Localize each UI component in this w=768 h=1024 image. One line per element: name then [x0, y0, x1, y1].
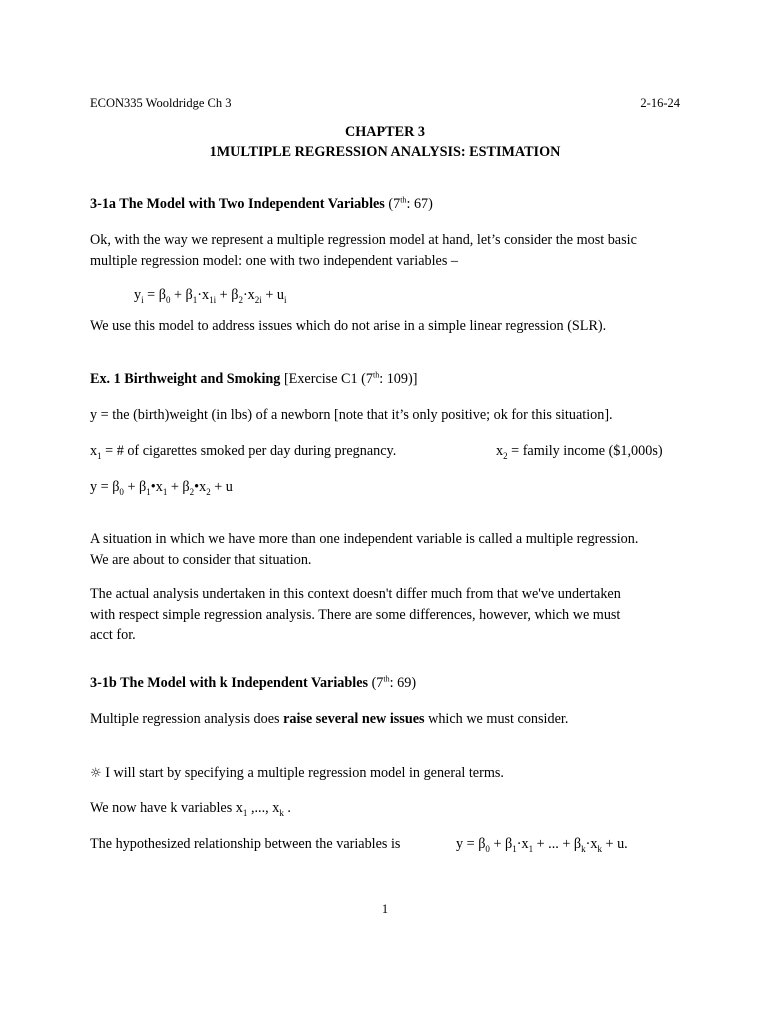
chapter-title: CHAPTER 3 — [344, 124, 425, 140]
date-label: 2-16-24 — [640, 96, 680, 110]
paragraph-hypothesized-relationship — [90, 834, 690, 855]
y-definition: y = the (birth)weight (in lbs) of a newborn [note that it’s only positive; ok for this situation]. — [90, 407, 613, 423]
sun-icon: ☼ — [90, 766, 102, 781]
paragraph-k-variables: We now have k variables $x_1$ ,..., $x_k$ . — [90, 800, 291, 818]
section-heading-3-1a — [90, 194, 690, 215]
course-label: ECON335 Wooldridge Ch 3 — [90, 96, 232, 110]
paragraph-slr-note: We use this model to address issues which do not arise in a simple linear regression (SLR). — [90, 318, 607, 334]
paragraph-general-terms: ☼ I will start by specifying a multiple regression model in general terms. — [90, 765, 504, 781]
relationship-text: The hypothesized relationship between the variables is — [90, 836, 401, 852]
heading-text: 3-1b The Model with k Independent Variables — [90, 675, 369, 691]
document-page — [90, 0, 680, 1024]
section-heading-3-1b — [90, 673, 690, 694]
page-number: 1 — [381, 902, 389, 916]
heading-text: 3-1a The Model with Two Independent Variables — [90, 196, 385, 212]
equation-two-variable-model: $y_i = \beta_0 + \beta_1\cdot x_{1i} + \beta_2\cdot x_{2i} + u_i$ — [134, 287, 287, 305]
heading-ref: (7th: 69) — [368, 674, 417, 691]
example-heading-text: Ex. 1 Birthweight and Smoking — [90, 371, 281, 387]
heading-ref: (7th: 67) — [384, 195, 433, 212]
equation-birthweight: $y = \beta_0$ + $\beta_1•x_1$ + $\beta_2•x_2 + u$ — [90, 479, 233, 497]
paragraph-analysis-differences: The actual analysis undertaken in this context doesn't differ much from that we've undertaken with respect simple regression analysis. There are some differences, however, which we must acct for. — [90, 586, 621, 644]
example-ref: [Exercise C1 (7th: 109)] — [280, 370, 418, 387]
paragraph-multiple-regression: A situation in which we have more than one independent variable is called a multiple regression. We are about to consider that situation. — [90, 531, 639, 568]
chapter-subtitle: 1MULTIPLE REGRESSION ANALYSIS: ESTIMATION — [209, 144, 561, 160]
emphasis-new-issues: raise several new issues — [283, 711, 425, 727]
paragraph-new-issues: Multiple regression analysis does raise several new issues which we must consider. — [90, 711, 569, 727]
paragraph-intro: Ok, with the way we represent a multiple regression model at hand, let’s consider the most basic multiple regression model: one with two independent variables – — [90, 232, 637, 269]
x2-definition: $x_2$ = family income ($1,000s) — [496, 443, 663, 461]
example-heading — [90, 369, 690, 390]
equation-k-variable-model: $y = \beta_0 + \beta_1\cdot x_1$ + ... + $\beta_k\cdot x_k + u$. — [456, 836, 628, 854]
x-definitions — [90, 441, 690, 462]
x1-definition: $x_1$ = # of cigarettes smoked per day during pregnancy. — [90, 443, 397, 461]
